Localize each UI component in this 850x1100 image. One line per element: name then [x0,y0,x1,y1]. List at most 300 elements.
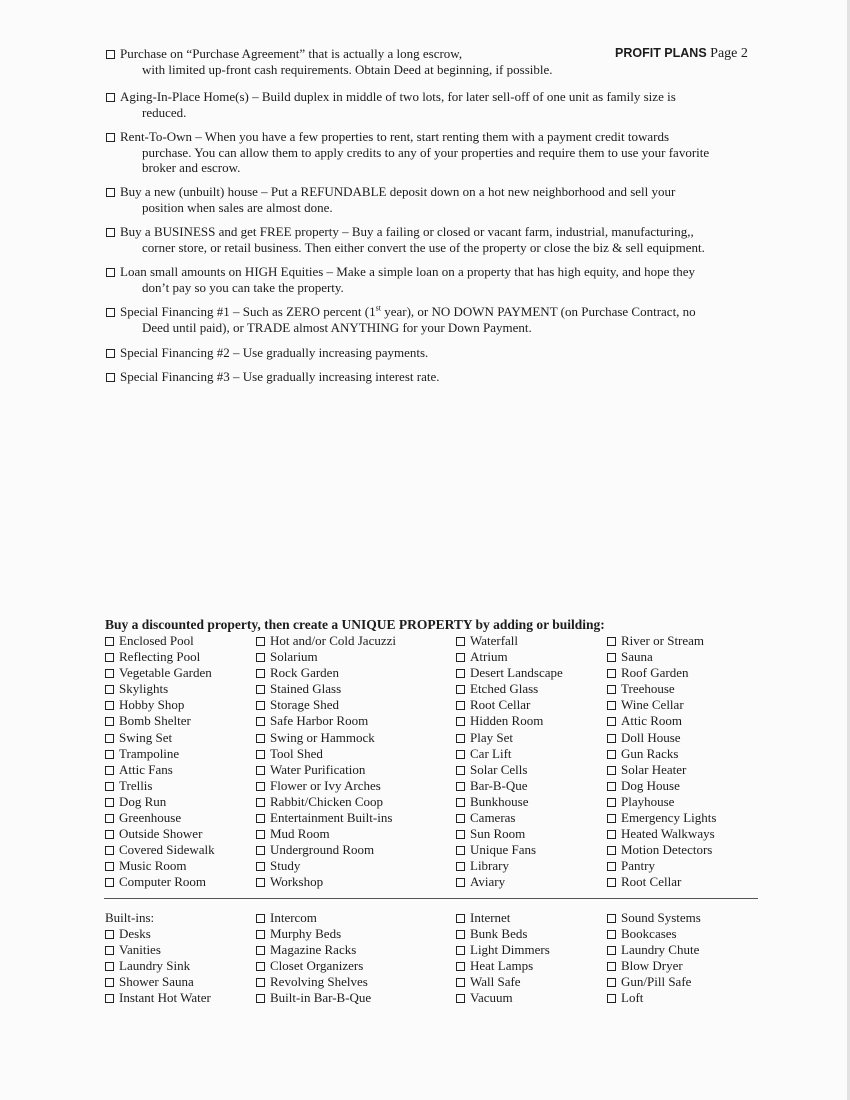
plan-title-line [106,345,428,361]
checklist-item[interactable] [256,942,371,958]
checklist-item[interactable] [105,990,211,1006]
checklist-item-label: Desert Landscape [470,665,563,681]
checklist-item-label: Laundry Sink [119,958,191,974]
checkbox[interactable] [607,798,616,807]
checklist-item-label: Magazine Racks [270,942,357,958]
checklist-item-label: River or Stream [621,633,705,648]
checkbox[interactable] [256,878,265,887]
checklist-item-label: Vanities [119,942,161,958]
checklist-item-label: Water Purification [270,761,366,777]
checklist-item[interactable] [456,681,563,697]
plan-description-line: reduced. [142,104,187,120]
checklist-item-label: Solarium [270,649,318,665]
checklist-item[interactable] [456,665,563,681]
checklist-item[interactable] [607,649,716,665]
checklist-item-label: Dog House [621,777,680,793]
checklist-item-label: Bunkhouse [470,793,529,809]
plan-item [106,369,439,385]
checklist-item-label: Revolving Shelves [270,974,368,990]
checklist-item-label: Heat Lamps [470,958,534,974]
checklist-column [456,633,563,891]
checklist-item[interactable] [256,649,396,665]
plan-title: Special Financing #3 – Use gradually increasing interest rate. [120,369,440,384]
checkbox[interactable] [256,930,265,939]
checklist-item[interactable] [607,697,716,713]
checklist-item[interactable] [456,633,563,649]
checklist-item-label: Built-in Bar-B-Que [270,990,372,1006]
checkbox[interactable] [105,637,114,646]
checkbox[interactable] [456,878,465,887]
checklist-item[interactable] [105,697,215,713]
checklist-item-label: Gun Racks [621,745,679,761]
checklist-item-label: Rabbit/Chicken Coop [270,793,384,809]
checklist-item[interactable] [456,762,563,778]
checklist-item-label: Playhouse [621,793,675,809]
checklist-item[interactable] [105,649,215,665]
plan-item [106,184,675,215]
checkbox[interactable] [105,701,114,710]
checkbox[interactable] [456,782,465,791]
checkbox[interactable] [256,782,265,791]
checkbox[interactable] [256,750,265,759]
checklist-item[interactable] [105,762,215,778]
checkbox[interactable] [607,878,616,887]
checkbox[interactable] [256,734,265,743]
plan-title: Loan small amounts on HIGH Equities – Make a simple loan on a property that has high equity, and hope they [120,264,696,279]
checkbox[interactable] [105,994,114,1003]
checklist-item-label: Mud Room [270,826,330,842]
checklist-item[interactable] [456,649,563,665]
plan-item [106,304,696,335]
checklist-item[interactable] [105,778,215,794]
checkbox[interactable] [456,798,465,807]
checkbox[interactable] [256,653,265,662]
plan-description-line: corner store, or retail business. Then either convert the use of the property or close the biz & sell equipment. [142,239,705,255]
checklist-item-label: Shower Sauna [119,974,194,990]
plan-title-line [106,89,676,105]
checklist-item[interactable] [105,681,215,697]
checklist-item[interactable] [256,974,371,990]
checklist-item[interactable] [607,778,716,794]
checklist-item[interactable] [456,810,563,826]
checklist-item-label: Solar Heater [621,761,687,777]
checklist-item-label: Library [470,858,509,874]
plan-title: Purchase on “Purchase Agreement” that is actually a long escrow, [120,46,463,61]
checkbox[interactable] [456,750,465,759]
checklist-item-label: Storage Shed [270,697,339,713]
checklist-item[interactable] [607,713,716,729]
checkbox[interactable] [106,268,115,277]
checklist-item-label: Wall Safe [470,974,521,990]
checklist-item[interactable] [256,990,371,1006]
plan-item [106,129,709,176]
checkbox[interactable] [105,862,114,871]
checklist-item[interactable] [256,958,371,974]
plan-title: Special Financing #1 – Such as ZERO percent (1 [120,304,376,319]
checklist-column [105,633,215,891]
checkbox[interactable] [607,930,616,939]
plan-description-line: broker and escrow. [142,160,241,176]
checkbox[interactable] [105,750,114,759]
plan-description-line: position when sales are almost done. [142,199,333,215]
checkbox[interactable] [105,962,114,971]
checklist-item[interactable] [607,665,716,681]
checkbox[interactable] [456,946,465,955]
checklist-item[interactable] [256,794,396,810]
checklist-item[interactable] [105,958,211,974]
checkbox[interactable] [256,814,265,823]
page-header [615,46,748,62]
checklist-item-label: Stained Glass [270,681,342,697]
checkbox[interactable] [106,50,115,59]
checkbox[interactable] [607,734,616,743]
checklist-item[interactable] [105,926,211,942]
checkbox[interactable] [456,685,465,694]
checklist-item[interactable] [105,826,215,842]
checklist-item[interactable] [256,926,371,942]
builtins-label: Built-ins: [105,910,155,925]
checklist-item[interactable] [105,633,215,649]
checklist-item-label: Instant Hot Water [119,990,211,1006]
checklist-item-label: Sun Room [470,826,526,842]
checklist-item-label: Entertainment Built-ins [270,810,393,826]
checkbox[interactable] [256,978,265,987]
checkbox[interactable] [456,994,465,1003]
checklist-item[interactable] [256,633,396,649]
checklist-item-label: Wine Cellar [621,697,684,713]
checklist-item-label: Murphy Beds [270,926,342,942]
checklist-item-label: Hobby Shop [119,697,185,713]
plan-description-line: Deed until paid), or TRADE almost ANYTHING for your Down Payment. [142,319,532,335]
checklist-item-label: Atrium [470,649,508,665]
checklist-item[interactable] [456,990,550,1006]
checklist-item-label: Light Dimmers [470,942,550,958]
checklist-item-label: Doll House [621,729,681,745]
plan-item [106,46,553,77]
checklist-item[interactable] [105,794,215,810]
checklist-column [607,633,716,891]
plan-description-line: don’t pay so you can take the property. [142,279,344,295]
checklist-item[interactable] [256,681,396,697]
checklist-item-label: Hidden Room [470,713,544,729]
checklist-item-label: Bomb Shelter [119,713,191,729]
checkbox[interactable] [256,946,265,955]
checkbox[interactable] [256,637,265,646]
checkbox[interactable] [607,962,616,971]
builtins-column [256,910,371,1007]
checklist-item-label: Workshop [270,874,324,890]
checklist-item[interactable] [456,794,563,810]
checkbox[interactable] [456,962,465,971]
checklist-item[interactable] [105,746,215,762]
checklist-item[interactable] [456,842,563,858]
checkbox[interactable] [256,862,265,871]
checklist-item-label: Swing Set [119,729,173,745]
checklist-item-label: Blow Dryer [621,958,683,974]
plan-title: Rent-To-Own – When you have a few properties to rent, start renting them with a payment credit towards [120,129,670,144]
checklist-item-label: Gun/Pill Safe [621,974,692,990]
checklist-item[interactable] [607,794,716,810]
checkbox[interactable] [607,814,616,823]
checkbox[interactable] [456,653,465,662]
checklist-item[interactable] [256,665,396,681]
checklist-item[interactable] [105,858,215,874]
checklist-item-label: Laundry Chute [621,942,700,958]
checklist-item[interactable] [456,858,563,874]
checklist-item[interactable] [607,942,701,958]
checkbox[interactable] [256,717,265,726]
checklist-item-label: Greenhouse [119,810,182,826]
checklist-item-label: Underground Room [270,842,375,858]
checkbox[interactable] [256,701,265,710]
checklist-item[interactable] [256,810,396,826]
checkbox[interactable] [456,978,465,987]
checklist-item-label: Bunk Beds [470,926,528,942]
checklist-item-label: Trampoline [119,745,180,761]
checkbox[interactable] [106,349,115,358]
checkbox[interactable] [607,978,616,987]
checklist-item[interactable] [607,826,716,842]
checkbox[interactable] [607,717,616,726]
checkbox[interactable] [105,782,114,791]
checklist-item[interactable] [456,974,550,990]
checkbox[interactable] [105,717,114,726]
checklist-item-label: Sauna [621,649,653,665]
checkbox[interactable] [456,846,465,855]
checklist-item-label: Intercom [270,910,317,925]
checkbox[interactable] [256,830,265,839]
checkbox[interactable] [607,637,616,646]
checklist-item[interactable] [256,730,396,746]
checklist-item[interactable] [607,926,701,942]
checklist-item-label: Play Set [470,729,513,745]
checklist-item[interactable] [105,942,211,958]
checkbox[interactable] [607,701,616,710]
checklist-item-label: Skylights [119,681,169,697]
checklist-item-label: Cameras [470,810,516,826]
checkbox[interactable] [256,798,265,807]
checklist-item-label: Emergency Lights [621,810,717,826]
checkbox[interactable] [607,653,616,662]
checklist-item-label: Heated Walkways [621,826,715,842]
checklist-item[interactable] [456,697,563,713]
checkbox[interactable] [105,930,114,939]
checkbox[interactable] [456,669,465,678]
checklist-item-label: Study [270,858,301,874]
checklist-item-label: Closet Organizers [270,958,364,974]
checklist-item[interactable] [256,858,396,874]
checklist-item-label: Computer Room [119,874,207,890]
section-divider [104,898,758,899]
checklist-item[interactable] [105,665,215,681]
checklist-item[interactable] [607,762,716,778]
plan-title-line [106,46,553,62]
checkbox[interactable] [607,946,616,955]
checklist-item[interactable] [607,858,716,874]
checkbox[interactable] [106,308,115,317]
checklist-item-label: Tool Shed [270,745,323,761]
checkbox[interactable] [106,188,115,197]
plan-title: Buy a BUSINESS and get FREE property – Buy a failing or closed or vacant farm, industrial, manufacturing,, [120,224,694,239]
checkbox[interactable] [106,93,115,102]
checkbox[interactable] [256,669,265,678]
checklist-item-label: Covered Sidewalk [119,842,215,858]
checkbox[interactable] [105,978,114,987]
checklist-item-label: Treehouse [621,681,675,697]
checklist-item[interactable] [456,713,563,729]
plan-description-line: purchase. You can allow them to apply credits to any of your properties and require them to use your favorite [142,144,710,160]
checklist-item[interactable] [607,746,716,762]
checklist-item[interactable] [456,874,563,890]
checkbox[interactable] [456,914,465,923]
checklist-item-label: Internet [470,910,511,925]
checkbox[interactable] [607,994,616,1003]
checkbox[interactable] [456,717,465,726]
checklist-item[interactable] [105,974,211,990]
checkbox[interactable] [607,766,616,775]
plan-title-line [106,224,705,240]
checklist-item[interactable] [256,762,396,778]
checklist-item[interactable] [456,746,563,762]
checklist-item[interactable] [456,958,550,974]
checklist-item[interactable] [256,697,396,713]
checkbox[interactable] [607,669,616,678]
builtins-column [456,910,550,1007]
checklist-item[interactable] [456,910,550,926]
checklist-item[interactable] [105,730,215,746]
checklist-item[interactable] [607,990,701,1006]
checklist-item-label: Bookcases [621,926,677,942]
plan-title-line [106,369,439,385]
checkbox[interactable] [256,766,265,775]
checklist-item[interactable] [607,633,716,649]
plan-title: Special Financing #2 – Use gradually increasing payments. [120,345,429,360]
checkbox[interactable] [456,766,465,775]
checkbox[interactable] [106,133,115,142]
plan-title: Aging-In-Place Home(s) – Build duplex in middle of two lots, for later sell-off of one unit as family size is [120,89,676,104]
checklist-item[interactable] [456,926,550,942]
checkbox[interactable] [105,846,114,855]
checklist-item[interactable] [256,874,396,890]
checklist-item[interactable] [607,874,716,890]
checkbox[interactable] [105,798,114,807]
checklist-item-label: Rock Garden [270,665,339,681]
checkbox[interactable] [456,862,465,871]
checkbox[interactable] [607,750,616,759]
checkbox[interactable] [607,862,616,871]
checklist-item[interactable] [256,910,371,926]
plan-item [106,345,428,361]
checklist-item[interactable] [456,778,563,794]
checkbox[interactable] [256,994,265,1003]
plan-title: year), or NO DOWN PAYMENT (on Purchase Contract, no [380,304,696,319]
checklist-item[interactable] [607,974,701,990]
checkbox[interactable] [105,734,114,743]
checkbox[interactable] [256,846,265,855]
builtins-column [105,910,211,1007]
checkbox[interactable] [106,373,115,382]
checkbox[interactable] [607,782,616,791]
checklist-item-label: Pantry [621,858,655,874]
checkbox[interactable] [456,637,465,646]
header-page-number: Page 2 [710,46,748,61]
checkbox[interactable] [456,930,465,939]
checklist-item-label: Vegetable Garden [119,665,212,681]
checklist-item-label: Solar Cells [470,761,528,777]
checklist-item[interactable] [256,778,396,794]
checkbox[interactable] [105,830,114,839]
plan-title-line [106,264,695,280]
checklist-item[interactable] [607,842,716,858]
header-brand: PROFIT PLANS [615,46,707,60]
checklist-item[interactable] [105,810,215,826]
checklist-item-label: Attic Fans [119,761,173,777]
checkbox[interactable] [456,830,465,839]
checkbox[interactable] [105,685,114,694]
checkbox[interactable] [256,914,265,923]
checklist-column [256,633,396,891]
checklist-item-label: Attic Room [621,713,683,729]
checklist-item[interactable] [607,730,716,746]
checklist-item[interactable] [256,842,396,858]
checkbox[interactable] [105,653,114,662]
checklist-item[interactable] [456,730,563,746]
checklist-item[interactable] [256,826,396,842]
checkbox[interactable] [456,734,465,743]
checkbox[interactable] [105,669,114,678]
checklist-item[interactable] [105,842,215,858]
checklist-item[interactable] [607,810,716,826]
checklist-item[interactable] [105,874,215,890]
checklist-item[interactable] [607,958,701,974]
checklist-item-label: Desks [119,926,151,942]
checkbox[interactable] [105,766,114,775]
checklist-item[interactable] [607,681,716,697]
checklist-item-label: Etched Glass [470,681,539,697]
checkbox[interactable] [456,701,465,710]
checklist-item[interactable] [456,942,550,958]
checklist-item-label: Enclosed Pool [119,633,194,648]
checklist-item[interactable] [456,826,563,842]
checkbox[interactable] [256,962,265,971]
plan-item [106,89,676,120]
checklist-item[interactable] [256,713,396,729]
checklist-item[interactable] [256,746,396,762]
plan-item [106,224,705,255]
checklist-item[interactable] [607,910,701,926]
checklist-item-label: Roof Garden [621,665,689,681]
checkbox[interactable] [456,814,465,823]
plan-description-line: with limited up-front cash requirements. Obtain Deed at beginning, if possible. [142,61,553,77]
checklist-item-label: Root Cellar [621,874,682,890]
checkbox[interactable] [105,878,114,887]
checkbox[interactable] [607,914,616,923]
checklist-item-label: Waterfall [470,633,519,648]
checkbox[interactable] [256,685,265,694]
checkbox[interactable] [105,814,114,823]
checkbox[interactable] [607,830,616,839]
checklist-item-label: Motion Detectors [621,842,713,858]
checklist-item-label: Root Cellar [470,697,531,713]
checklist-item[interactable] [105,713,215,729]
checkbox[interactable] [106,228,115,237]
checklist-item-label: Aviary [470,874,506,890]
checkbox[interactable] [607,685,616,694]
checkbox[interactable] [105,946,114,955]
checklist-item-label: Bar-B-Que [470,777,528,793]
checkbox[interactable] [607,846,616,855]
builtins-column [607,910,701,1007]
